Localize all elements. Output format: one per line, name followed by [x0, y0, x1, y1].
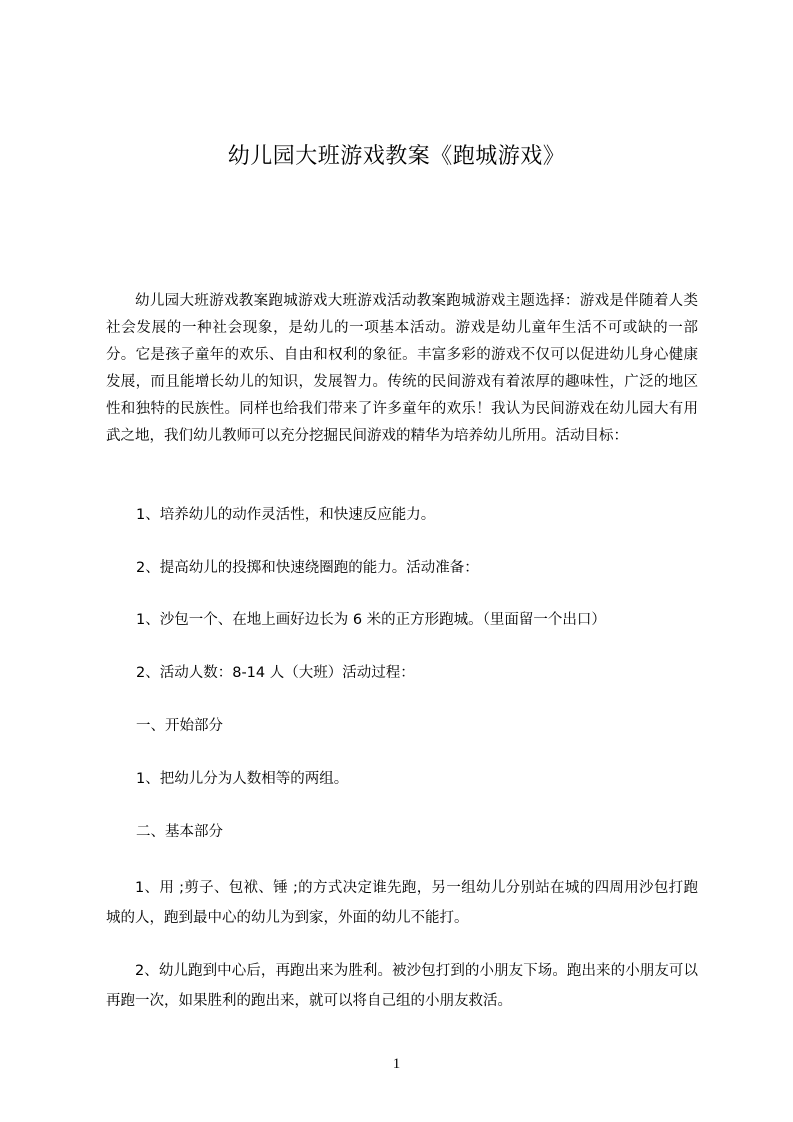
section-heading-basic: 二、基本部分	[136, 824, 223, 840]
goal-item-2: 2、提高幼儿的投掷和快速绕圈跑的能力。活动准备：	[136, 560, 479, 576]
prep-item-2: 2、活动人数：8-14 人（大班）活动过程：	[136, 665, 415, 681]
section-heading-start: 一、开始部分	[136, 718, 223, 734]
prep-item-1: 1、沙包一个、在地上画好边长为 6 米的正方形跑城。（里面留一个出口）	[136, 612, 606, 628]
start-step-1: 1、把幼儿分为人数相等的两组。	[136, 771, 349, 787]
intro-paragraph: 幼儿园大班游戏教案跑城游戏大班游戏活动教案跑城游戏主题选择：游戏是伴随着人类社会发展的一种社会现象，是幼儿的一项基本活动。游戏是幼儿童年生活不可或缺的一部分。它是孩子童年的欢乐、自由和权利的象征。丰富多彩的游戏不仅可以促进幼儿身心健康发展，而且能增长幼儿的知识，发展智力。传统的民间游戏有着浓厚的趣味性，广泛的地区性和独特的民族性。同样也给我们带来了许多童年的欢乐！我认为民间游戏在幼儿园大有用武之地，我们幼儿教师可以充分挖掘民间游戏的精华为培养幼儿所用。活动目标：	[106, 293, 698, 444]
goal-item-1: 1、培养幼儿的动作灵活性，和快速反应能力。	[136, 507, 436, 523]
basic-step-1: 1、用 ;剪子、包袱、锤 ;的方式决定谁先跑，另一组幼儿分别站在城的四周用沙包打跑城的人，跑到最中心的幼儿为到家，外面的幼儿不能打。	[106, 880, 698, 926]
page-number: 1	[392, 1056, 401, 1072]
basic-step-2: 2、幼儿跑到中心后，再跑出来为胜利。被沙包打到的小朋友下场。跑出来的小朋友可以再跑一次，如果胜利的跑出来，就可以将自己组的小朋友救活。	[106, 963, 698, 1009]
document-title: 幼儿园大班游戏教案《跑城游戏》	[227, 144, 566, 169]
